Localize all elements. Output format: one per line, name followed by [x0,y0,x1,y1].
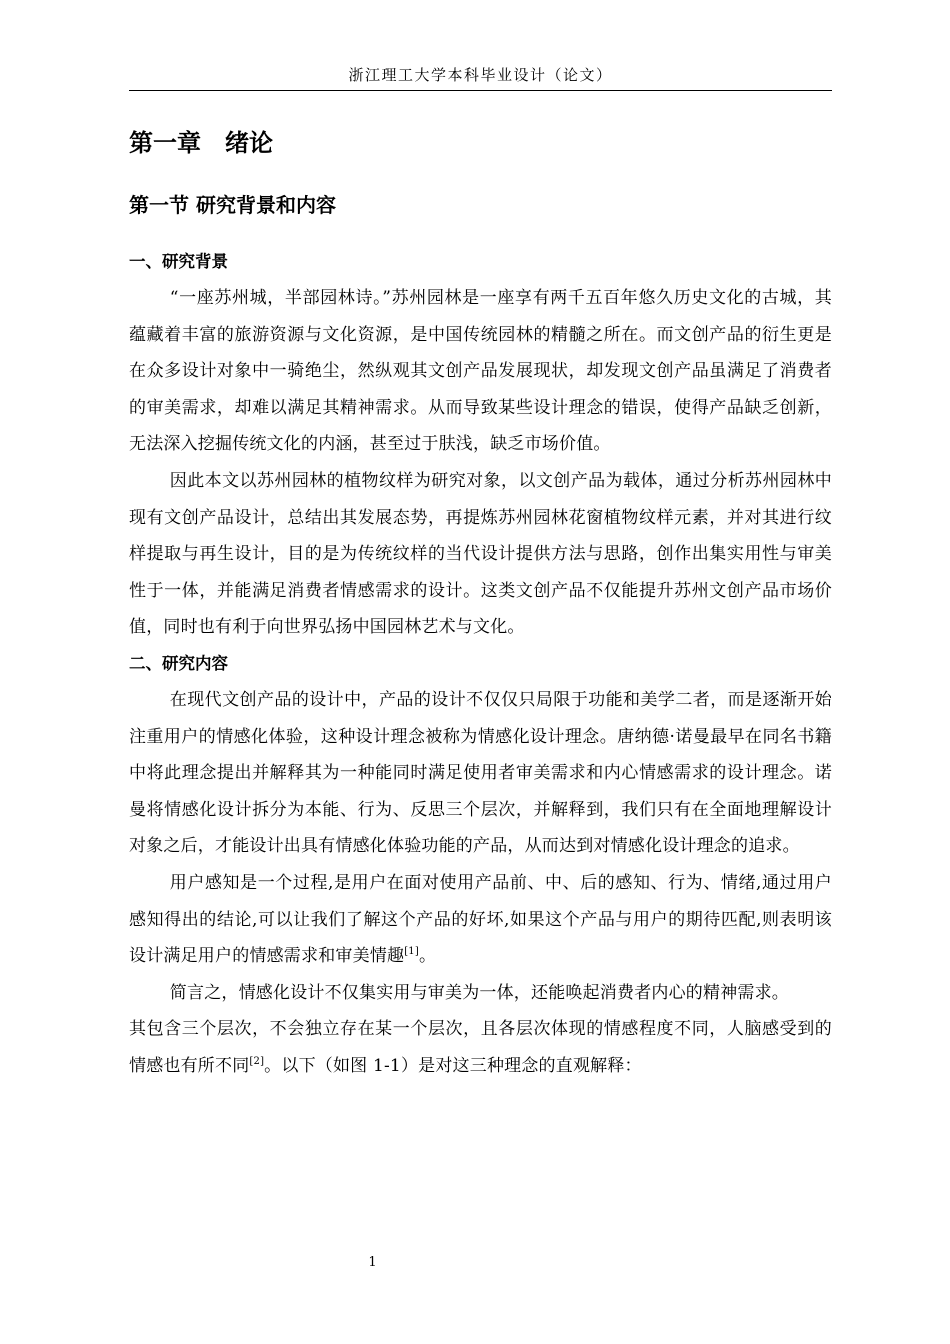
citation-2[interactable]: [2] [249,1055,265,1067]
citation-1[interactable]: [1] [404,946,419,958]
background-paragraph-2: 因此本文以苏州园林的植物纹样为研究对象，以文创产品为载体，通过分析苏州园林中现有文创产品设计，总结出其发展态势，再提炼苏州园林花窗植物纹样元素，并对其进行纹样提取与再生设计，目的是为传统纹样的当代设计提供方法与思路，创作出集实用性与审美性于一体，并能满足消费者情感需求的设计。这类文创产品不仅能提升苏州文创产品市场价值，同时也有利于向世界弘扬中国园林艺术与文化。 [129,470,832,638]
paragraph-4-tail: 。以下（如图 1-1）是对这三种理念的直观解释： [264,1055,642,1076]
paragraph-2-tail: 。 [418,946,437,967]
chapter-title: 第一章 绪论 [129,129,273,157]
content-paragraph-2 [129,865,832,975]
background-paragraph-1: “一座苏州城，半部园林诗。”苏州园林是一座享有两千五百年悠久历史文化的古城，其蕴藏着丰富的旅游资源与文化资源，是中国传统园林的精髓之所在。而文创产品的衍生更是在众多设计对象中一骑绝尘，然纵观其文创产品发展现状，却发现文创产品虽满足了消费者的审美需求，却难以满足其精神需求。从而导致某些设计理念的错误，使得产品缺乏创新，无法深入挖掘传统文化的内涵，甚至过于肤浅，缺乏市场价值。 [129,288,832,455]
header-title: 浙江理工大学本科毕业设计（论文） [348,66,613,84]
paragraph-4-text: 其包含三个层次，不会独立存在某一个层次，且各层次体现的情感程度不同，人脑感受到的情感也有所不同 [129,1019,832,1076]
page-number: 1 [368,1255,377,1270]
content-heading: 二、研究内容 [129,653,228,673]
section-title: 第一节 研究背景和内容 [129,193,336,217]
content-paragraph-1: 在现代文创产品的设计中，产品的设计不仅仅只局限于功能和美学二者，而是逐渐开始注重用户的情感化体验，这种设计理念被称为情感化设计理念。唐纳德·诺曼最早在同名书籍中将此理念提出并解释其为一种能同时满足使用者审美需求和内心情感需求的设计理念。诺曼将情感化设计拆分为本能、行为、反思三个层次，并解释到，我们只有在全面地理解设计对象之后，才能设计出具有情感化体验功能的产品，从而达到对情感化设计理念的追求。 [129,689,832,857]
content-paragraph-3: 简言之，情感化设计不仅集实用与审美为一体，还能唤起消费者内心的精神需求。 [169,982,789,1003]
paragraph-2-text: 用户感知是一个过程,是用户在面对使用产品前、中、后的感知、行为、情绪,通过用户感知得出的结论,可以让我们了解这个产品的好坏,如果这个产品与用户的期待匹配,则表明该设计满足用户的情感需求和审美情趣 [129,872,832,967]
page-header [129,62,832,91]
document-body [129,112,832,1084]
background-heading: 一、研究背景 [129,252,228,271]
content-paragraph-4 [129,1011,832,1084]
